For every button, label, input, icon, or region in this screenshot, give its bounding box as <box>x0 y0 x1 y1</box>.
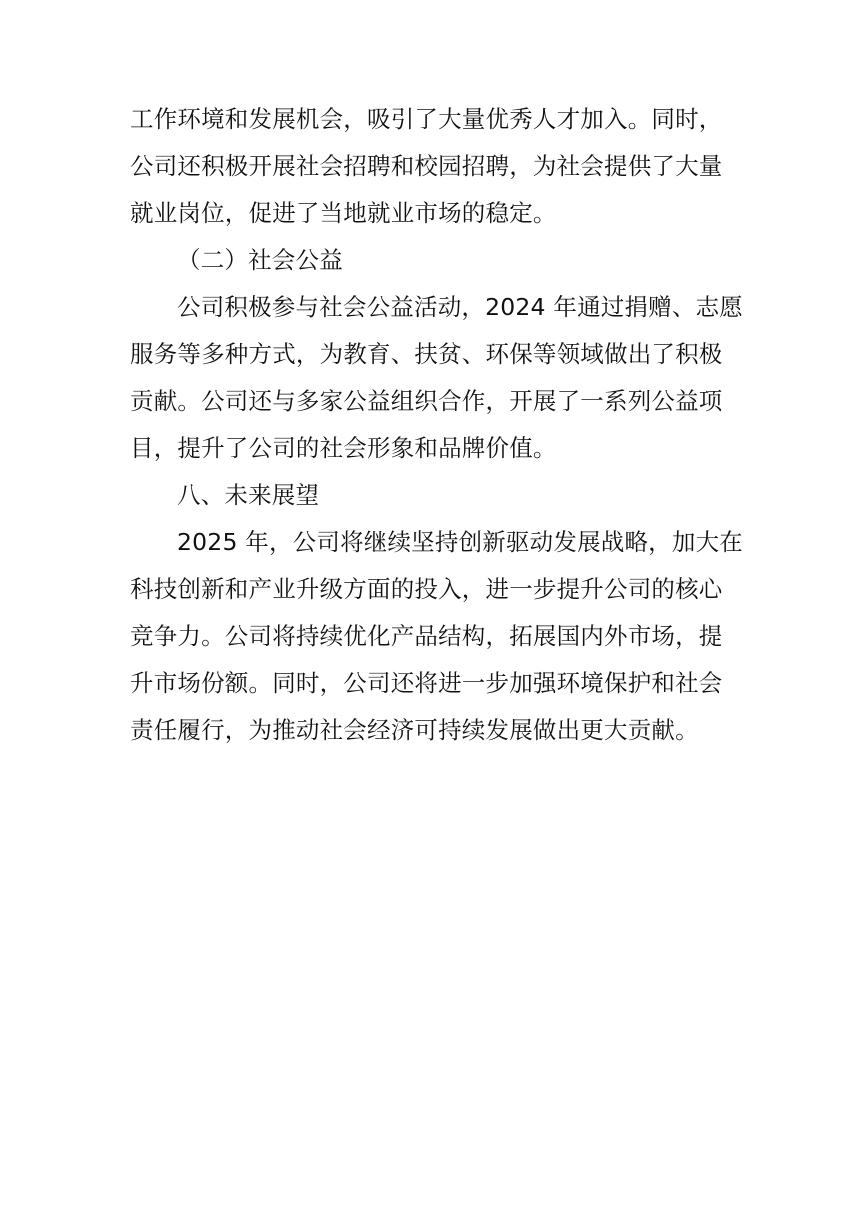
section-heading-future-outlook: 八、未来展望 <box>177 481 320 509</box>
paragraph-line: 就业岗位，促进了当地就业市场的稳定。 <box>130 199 557 227</box>
paragraph-line: 目，提升了公司的社会形象和品牌价值。 <box>130 434 557 462</box>
section-heading-social-welfare: （二）社会公益 <box>177 246 343 274</box>
paragraph-line: 工作环境和发展机会，吸引了大量优秀人才加入。同时， <box>130 105 723 133</box>
paragraph-line: 责任履行，为推动社会经济可持续发展做出更大贡献。 <box>130 716 699 744</box>
paragraph-line: 2025 年，公司将继续坚持创新驱动发展战略，加大在 <box>177 528 743 556</box>
paragraph-line: 公司积极参与社会公益活动，2024 年通过捐赠、志愿 <box>177 293 743 321</box>
paragraph-line: 科技创新和产业升级方面的投入，进一步提升公司的核心 <box>130 575 723 603</box>
paragraph-line: 服务等多种方式，为教育、扶贫、环保等领域做出了积极 <box>130 340 723 368</box>
paragraph-line: 公司还积极开展社会招聘和校园招聘，为社会提供了大量 <box>130 152 723 180</box>
paragraph-line: 竞争力。公司将持续优化产品结构，拓展国内外市场，提 <box>130 622 723 650</box>
paragraph-line: 升市场份额。同时，公司还将进一步加强环境保护和社会 <box>130 669 723 697</box>
paragraph-line: 贡献。公司还与多家公益组织合作，开展了一系列公益项 <box>130 387 723 415</box>
